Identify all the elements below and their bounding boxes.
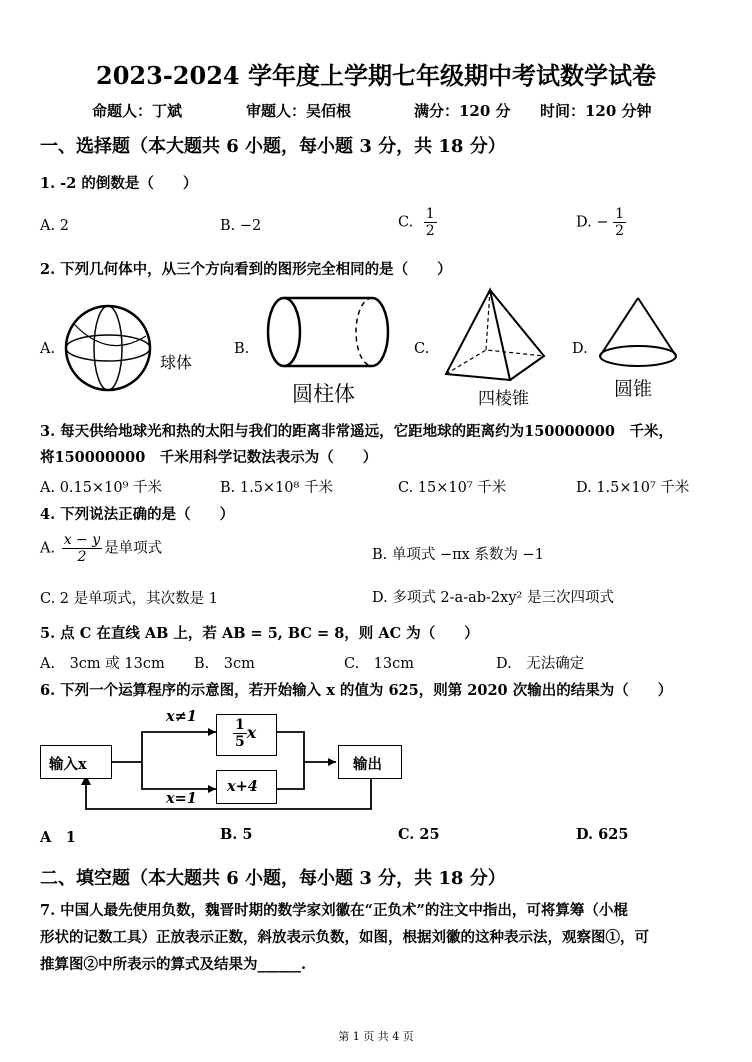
q3-option-d: D. 1.5×10⁷ 千米 <box>576 480 690 496</box>
q1-d-numerator: 1 <box>615 206 625 222</box>
q1-option-d <box>576 206 626 239</box>
author: 命题人：丁斌 <box>92 102 183 120</box>
question-7-line-1: 7. 中国人最先使用负数，魏晋时期的数学家刘徽在“正负术”的注文中指出，可将算筹（小棍 <box>40 902 628 919</box>
q1-option-a: A. 2 <box>40 218 69 234</box>
q4-option-b: B. 单项式 −πx 系数为 −1 <box>372 547 544 563</box>
q3-option-b: B. 1.5×10⁸ 千米 <box>220 480 333 496</box>
flow-operation-add <box>216 770 277 804</box>
cone-figure <box>596 294 684 374</box>
q1-option-c <box>398 206 437 239</box>
q2-option-c: C. <box>414 341 430 357</box>
question-3-line-1: 3. 每天供给地球光和热的太阳与我们的距离非常遥远，它距地球的距离约为150000000 千米， <box>40 423 673 440</box>
q1-c-numerator: 1 <box>425 206 435 222</box>
question-2-stem: 2. 下列几何体中，从三个方向看到的图形完全相同的是（ ） <box>40 261 452 278</box>
flow-operation-divide <box>216 714 277 756</box>
q4-a-denominator: 2 <box>77 549 87 565</box>
cylinder-caption: 圆柱体 <box>292 382 355 406</box>
sphere-caption: 球体 <box>160 353 193 372</box>
q4-option-a <box>40 532 162 565</box>
time-limit: 时间：120 分钟 <box>540 102 652 120</box>
q5-option-b: B. 3cm <box>194 656 255 672</box>
reviewer: 审题人：吴佰根 <box>246 102 352 120</box>
flow-condition-bottom: x=1 <box>166 790 197 807</box>
q2-option-b: B. <box>234 341 250 357</box>
page-title: 2023-2024 学年度上学期七年级期中考试数学试卷 <box>96 61 656 90</box>
q4-option-c: C. 2 是单项式，其次数是 1 <box>40 591 218 607</box>
flow-op-numerator: 1 <box>235 717 245 733</box>
pyramid-caption: 四棱锥 <box>478 389 529 409</box>
page-footer: 第 1 页 共 4 页 <box>338 1030 414 1043</box>
q2-option-a: A. <box>40 341 56 357</box>
question-6-stem: 6. 下列一个运算程序的示意图，若开始输入 x 的值为 625，则第 2020 次输出的结果为（ ） <box>40 682 673 699</box>
flow-input-box <box>40 745 112 779</box>
sphere-figure <box>62 300 162 400</box>
pyramid-figure <box>440 286 550 386</box>
q4-a-numerator: x − y <box>63 532 101 548</box>
section-heading-fill: 二、填空题（本大题共 6 小题，每小题 3 分，共 18 分） <box>40 868 506 889</box>
question-1-stem: 1. -2 的倒数是（ ） <box>40 175 198 192</box>
q3-option-a: A. 0.15×10⁹ 千米 <box>40 480 162 496</box>
question-3-line-2: 将150000000 千米用科学记数法表示为（ ） <box>40 449 378 466</box>
q5-option-c: C. 13cm <box>344 656 415 672</box>
q1-d-denominator: 2 <box>615 223 625 239</box>
q3-option-c: C. 15×10⁷ 千米 <box>398 480 507 496</box>
q5-option-d: D. 无法确定 <box>496 656 585 672</box>
q1-option-b: B. −2 <box>220 218 262 234</box>
q6-option-c: C. 25 <box>398 826 440 843</box>
flow-output-label: 输出 <box>353 756 382 773</box>
flow-op-denominator: 5 <box>235 734 245 750</box>
question-5-stem: 5. 点 C 在直线 AB 上，若 AB = 5, BC = 8，则 AC 为（ ） <box>40 625 479 642</box>
question-4-stem: 4. 下列说法正确的是（ ） <box>40 506 235 523</box>
q1-c-denominator: 2 <box>425 223 435 239</box>
flow-input-label: 输入x <box>49 756 87 773</box>
q4-a-text: 是单项式 <box>104 540 163 557</box>
flow-op-variable: x <box>246 723 257 742</box>
q4-option-d: D. 多项式 2-a-ab-2xy² 是三次四项式 <box>372 590 614 606</box>
flow-output-box <box>338 745 402 779</box>
cylinder-figure <box>262 294 398 374</box>
flow-op-add-label: x+4 <box>227 778 258 795</box>
q6-option-a: A 1 <box>40 829 76 846</box>
q5-option-a: A. 3cm 或 13cm <box>40 656 165 672</box>
q2-option-d: D. <box>572 341 588 357</box>
full-score: 满分：120 分 <box>414 102 511 120</box>
question-7-line-3: 推算图②中所表示的算式及结果为______. <box>40 956 307 973</box>
flow-op-fraction <box>233 717 256 750</box>
question-7-line-2: 形状的记数工具）正放表示正数，斜放表示负数，如图，根据刘徽的这种表示法，观察图①，可 <box>40 929 649 946</box>
flow-condition-top: x≠1 <box>166 708 197 725</box>
cone-caption: 圆锥 <box>614 378 653 400</box>
section-heading-choice: 一、选择题（本大题共 6 小题，每小题 3 分，共 18 分） <box>40 136 506 157</box>
q6-option-b: B. 5 <box>220 826 253 843</box>
q6-option-d: D. 625 <box>576 826 629 843</box>
q1-option-c-label: C. <box>398 214 414 231</box>
q1-option-d-label: D. − <box>576 214 609 231</box>
q4-option-a-label: A. <box>40 540 56 557</box>
